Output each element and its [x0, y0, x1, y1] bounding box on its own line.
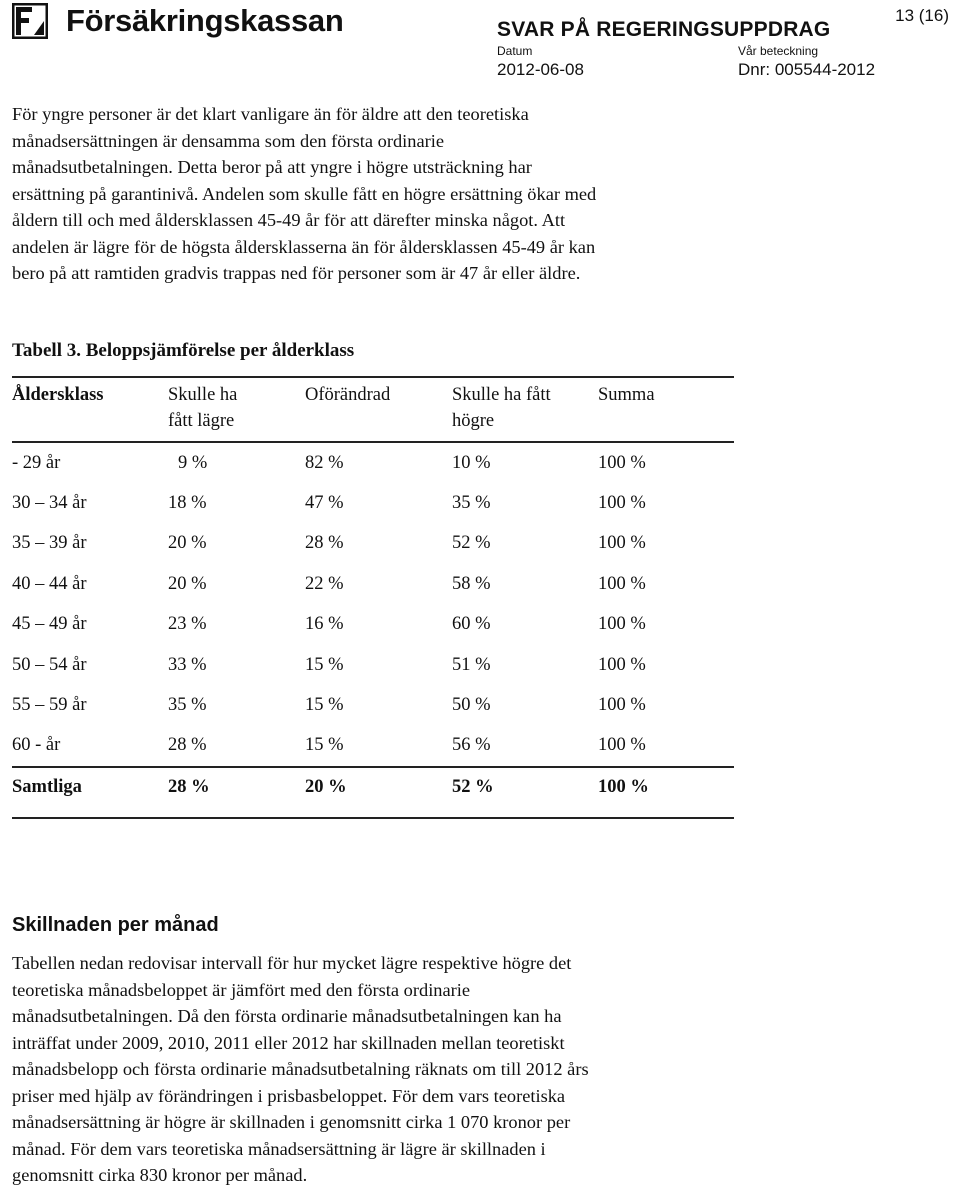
cell-unchanged: 16 %	[305, 614, 344, 634]
cell-lower: 9 %	[178, 453, 208, 473]
cell-lower: 23 %	[168, 614, 207, 634]
header-higher-line: högre	[452, 411, 495, 431]
table-total-rule	[12, 766, 734, 768]
text-line: månadsutbetalningen. Då den första ordinarie månadsutbetalningen kan ha	[12, 1006, 562, 1026]
header-lower	[168, 382, 237, 434]
cell-unchanged: 15 %	[305, 695, 344, 715]
cell-lower: 20 %	[168, 574, 207, 594]
reference-label: Vår beteckning	[738, 44, 819, 58]
cell-age: 40 – 44 år	[12, 574, 87, 594]
text-line: För yngre personer är det klart vanligare än för äldre att den teoretiska	[12, 104, 529, 124]
date-value: 2012-06-08	[497, 60, 584, 79]
header-higher	[452, 382, 551, 434]
cell-total: 100 %	[598, 655, 646, 675]
header-total: Summa	[598, 385, 655, 405]
cell-higher: 10 %	[452, 453, 491, 473]
cell-higher: 51 %	[452, 655, 491, 675]
cell-unchanged: 47 %	[305, 493, 344, 513]
cell-total: 100 %	[598, 777, 649, 797]
cell-unchanged: 22 %	[305, 574, 344, 594]
table-caption: Tabell 3. Beloppsjämförelse per ålderklass	[12, 340, 355, 361]
text-line: Tabellen nedan redovisar intervall för hur mycket lägre respektive högre det	[12, 953, 572, 973]
cell-total: 100 %	[598, 695, 646, 715]
cell-total: 100 %	[598, 574, 646, 594]
page-number: 13 (16)	[895, 6, 949, 25]
text-line: månadsersättning är högre är skillnaden i genomsnitt cirka 1 070 kronor per	[12, 1112, 571, 1132]
cell-age: - 29 år	[12, 453, 61, 473]
table-header-rule	[12, 441, 734, 443]
cell-higher: 60 %	[452, 614, 491, 634]
text-line: månadsutbetalningen. Detta beror på att yngre i högre utsträckning har	[12, 157, 532, 177]
table-bottom-rule	[12, 817, 734, 819]
text-line: månadsersättningen är densamma som den första ordinarie	[12, 130, 445, 151]
header-lower-line: fått lägre	[168, 411, 235, 431]
forsakringskassan-logo-icon	[12, 3, 48, 39]
section-heading: Skillnaden per månad	[12, 914, 219, 936]
cell-higher: 50 %	[452, 695, 491, 715]
cell-unchanged: 82 %	[305, 453, 344, 473]
text-line: andelen är lägre för de högsta åldersklasserna än för åldersklassen 45-49 år kan	[12, 236, 596, 257]
cell-higher: 52 %	[452, 777, 494, 797]
text-line: teoretiska månadsbeloppet är jämfört med den första ordinarie	[12, 979, 471, 1000]
cell-higher: 56 %	[452, 735, 491, 755]
cell-lower: 33 %	[168, 655, 207, 675]
header-higher-line: Skulle ha fått	[452, 385, 551, 405]
cell-higher: 52 %	[452, 533, 491, 553]
date-label: Datum	[497, 44, 533, 58]
cell-lower: 18 %	[168, 493, 207, 513]
text-line: ersättning på garantinivå. Andelen som skulle fått en högre ersättning ökar med	[12, 183, 597, 204]
cell-age: 45 – 49 år	[12, 614, 87, 634]
cell-age: Samtliga	[12, 777, 82, 797]
table-top-rule	[12, 376, 734, 378]
document-type: SVAR PÅ REGERINGSUPPDRAG	[497, 18, 831, 41]
cell-total: 100 %	[598, 614, 646, 634]
header-age: Åldersklass	[12, 385, 104, 405]
text-line: inträffat under 2009, 2010, 2011 eller 2012 har skillnaden mellan teoretiskt	[12, 1032, 565, 1053]
logo	[12, 3, 344, 39]
cell-lower: 35 %	[168, 695, 207, 715]
cell-higher: 58 %	[452, 574, 491, 594]
cell-total: 100 %	[598, 453, 646, 473]
cell-unchanged: 28 %	[305, 533, 344, 553]
cell-lower: 28 %	[168, 777, 210, 797]
text-line: åldern till och med åldersklassen 45-49 år för att därefter minska något. Att	[12, 210, 566, 230]
text-line: priser med hjälp av förändringen i prisbasbeloppet. För dem vars teoretiska	[12, 1085, 566, 1106]
cell-age: 35 – 39 år	[12, 533, 87, 553]
logo-text: Försäkringskassan	[66, 3, 344, 38]
text-line: bero på att ramtiden gradvis trappas ned för personer som är 47 år eller äldre.	[12, 263, 581, 283]
text-line: månadsbelopp och första ordinarie månadsutbetalning räknats om till 2012 års	[12, 1059, 589, 1079]
cell-higher: 35 %	[452, 493, 491, 513]
cell-total: 100 %	[598, 493, 646, 513]
header-unchanged: Oförändrad	[305, 385, 391, 405]
cell-age: 55 – 59 år	[12, 695, 87, 715]
cell-age: 60 - år	[12, 735, 61, 755]
cell-lower: 28 %	[168, 735, 207, 755]
cell-total: 100 %	[598, 533, 646, 553]
cell-unchanged: 15 %	[305, 735, 344, 755]
cell-age: 50 – 54 år	[12, 655, 87, 675]
text-line: månad. För dem vars teoretiska månadsersättning är lägre är skillnaden i	[12, 1138, 546, 1159]
reference-value: Dnr: 005544-2012	[738, 60, 876, 79]
header-lower-line: Skulle ha	[168, 385, 238, 405]
cell-unchanged: 20 %	[305, 777, 347, 797]
cell-unchanged: 15 %	[305, 655, 344, 675]
cell-total: 100 %	[598, 735, 646, 755]
intro-paragraph	[12, 101, 732, 287]
section-paragraph	[12, 950, 732, 1189]
text-line: genomsnitt cirka 830 kronor per månad.	[12, 1165, 308, 1185]
cell-lower: 20 %	[168, 533, 207, 553]
cell-age: 30 – 34 år	[12, 493, 87, 513]
